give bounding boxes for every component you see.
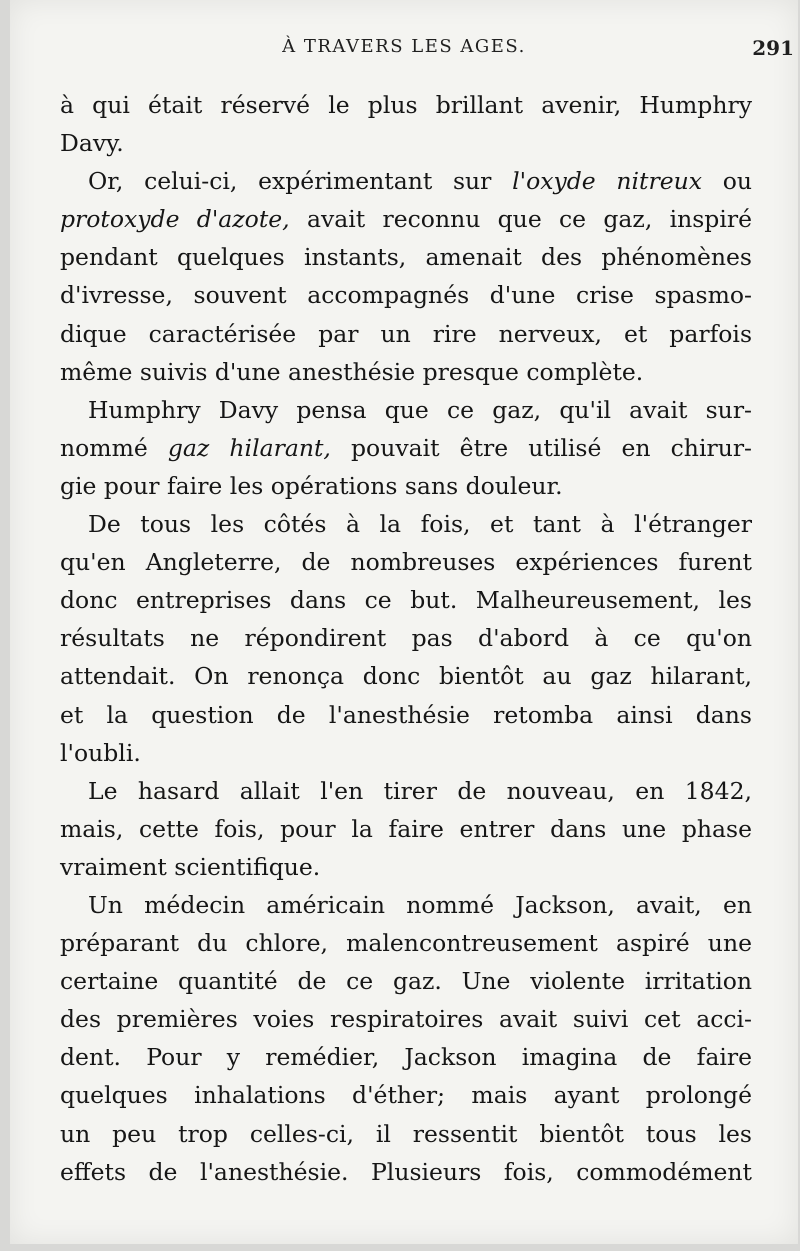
text-line xyxy=(60,848,752,886)
text-line xyxy=(60,276,752,314)
text-segment: Le hasard allait l'en tirer de nouveau, en 1842, xyxy=(88,776,752,805)
text-line xyxy=(60,238,752,276)
text-segment: dique caractérisée par un rire nerveux, et parfois xyxy=(60,319,752,348)
text-segment: résultats ne répondirent pas d'abord à ce qu'on xyxy=(60,624,752,653)
text-line xyxy=(60,657,752,695)
text-line xyxy=(60,619,752,657)
text-line xyxy=(60,1000,752,1038)
text-segment: à qui était réservé le plus brillant avenir, Humphry xyxy=(60,91,752,119)
text-segment: Davy. xyxy=(60,129,124,158)
text-line xyxy=(60,772,752,810)
running-title: À TRAVERS LES AGES. xyxy=(282,36,526,57)
text-segment: attendait. On renonça donc bientôt au gaz hilarant, xyxy=(60,662,752,691)
text-segment: d'ivresse, souvent accompagnés d'une crise spasmo- xyxy=(60,281,752,310)
text-segment: même suivis d'une anesthésie presque complète. xyxy=(60,357,644,386)
text-segment: quelques inhalations d'éther; mais ayant prolongé xyxy=(60,1081,752,1110)
italic-text: l'oxyde nitreux xyxy=(512,167,703,196)
text-line xyxy=(60,200,752,238)
text-line xyxy=(60,315,752,353)
text-line xyxy=(60,810,752,848)
page-header xyxy=(10,36,798,66)
text-segment: Or, celui-ci, expérimentant sur xyxy=(88,167,513,196)
text-segment: avait reconnu que ce gaz, inspiré xyxy=(289,205,752,234)
text-line xyxy=(60,353,752,391)
italic-text: gaz hilarant, xyxy=(167,433,331,462)
text-line xyxy=(60,86,752,124)
text-line xyxy=(60,924,752,962)
text-segment: De tous les côtés à la fois, et tant à l'étranger xyxy=(88,510,752,539)
text-segment: donc entreprises dans ce but. Malheureusement, les xyxy=(60,586,752,615)
text-segment: dent. Pour y remédier, Jackson imagina de faire xyxy=(60,1043,752,1072)
text-segment: Humphry Davy pensa que ce gaz, qu'il avait sur- xyxy=(88,395,752,424)
text-segment: et la question de l'anesthésie retomba ainsi dans xyxy=(60,700,752,729)
text-segment: mais, cette fois, pour la faire entrer dans une phase xyxy=(60,814,752,843)
text-line xyxy=(60,1038,752,1076)
text-line xyxy=(60,962,752,1000)
text-segment: nommé xyxy=(60,433,168,462)
text-line xyxy=(60,886,752,924)
text-segment: vraiment scientifique. xyxy=(60,852,321,881)
page-number: 291 xyxy=(752,36,794,60)
text-segment: ou xyxy=(702,167,752,196)
text-line xyxy=(60,429,752,467)
text-line xyxy=(60,543,752,581)
text-line xyxy=(60,1076,752,1114)
text-segment: préparant du chlore, malencontreusement aspiré une xyxy=(60,929,752,958)
text-segment: qu'en Angleterre, de nombreuses expériences furent xyxy=(60,548,752,577)
text-segment: pouvait être utilisé en chirur- xyxy=(330,433,752,462)
text-segment: gie pour faire les opérations sans douleur. xyxy=(60,471,563,500)
text-line xyxy=(60,696,752,734)
text-line xyxy=(60,467,752,505)
text-line xyxy=(60,124,752,162)
text-segment: l'oubli. xyxy=(60,738,141,767)
italic-text: protoxyde d'azote, xyxy=(60,205,290,234)
text-segment: certaine quantité de ce gaz. Une violente irritation xyxy=(60,967,752,996)
book-page xyxy=(10,0,798,1244)
text-segment: effets de l'anesthésie. Plusieurs fois, commodément xyxy=(60,1157,752,1186)
text-line xyxy=(60,505,752,543)
text-line xyxy=(60,734,752,772)
text-segment: Un médecin américain nommé Jackson, avait, en xyxy=(88,890,752,919)
text-line xyxy=(60,581,752,619)
text-line xyxy=(60,391,752,429)
text-segment: pendant quelques instants, amenait des phénomènes xyxy=(60,243,752,272)
body-text xyxy=(60,86,752,1191)
text-line xyxy=(60,1153,752,1191)
text-line xyxy=(60,1115,752,1153)
text-line xyxy=(60,162,752,200)
text-segment: des premières voies respiratoires avait suivi cet acci- xyxy=(60,1005,752,1034)
text-segment: un peu trop celles-ci, il ressentit bientôt tous les xyxy=(60,1119,752,1148)
